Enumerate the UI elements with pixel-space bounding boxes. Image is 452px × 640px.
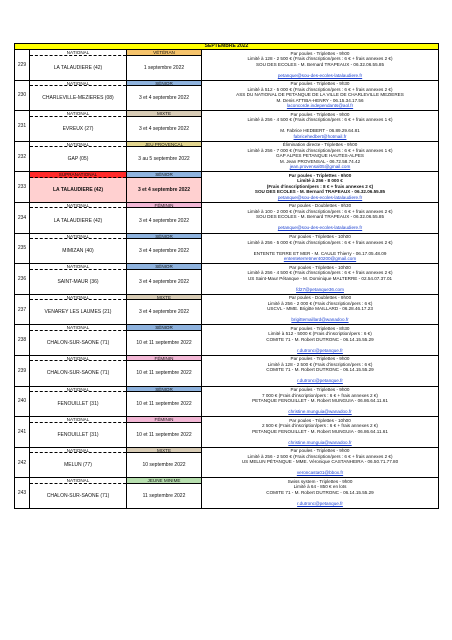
- contact-email-link[interactable]: laconcorde.independants@aol.fr: [286, 103, 354, 109]
- event-details: [202, 81, 438, 111]
- event-level: NATIONAL: [30, 448, 126, 454]
- event-row: [14, 142, 439, 173]
- month-header: SEPTEMBRE 2022: [14, 43, 439, 50]
- event-detail-line: Limité à 512 - 5 000 € (Frais d'inscription/pers : 6 € + frais annexes 2 €): [247, 86, 393, 92]
- event-detail-line: Limité à 128 - 2 500 € (Frais d'inscription/pers : 6 € + frais annexes 2 €): [247, 56, 393, 61]
- event-level: NATIONAL: [30, 111, 126, 117]
- event-detail-line: Limité à 100 - 2 000 € (Frais d'inscription/pers : 6 € + frais annexes 2 €): [247, 208, 393, 214]
- contact-email-link[interactable]: jean.provensal05@gmail.com: [289, 164, 351, 170]
- event-date-cell: [127, 142, 202, 172]
- event-number: 242: [15, 448, 30, 478]
- event-category: MIXTE: [127, 448, 201, 454]
- event-location-cell: [30, 295, 127, 325]
- event-detail-line: COMITE 71 - M. Robert DUTRONC - 06.14.15.55.29: [266, 336, 374, 342]
- event-city: FENOUILLET (31): [57, 431, 99, 438]
- event-date-cell: [127, 417, 202, 447]
- event-detail-line: 2 500 € (Frais d'inscription/pers : 6 € + frais annexes 2 €): [262, 423, 378, 429]
- event-category: SÉNIOR: [127, 81, 201, 87]
- event-row: [14, 111, 439, 142]
- event-details: [202, 387, 438, 417]
- event-category: FÉMININ: [127, 203, 201, 209]
- event-detail-line: (Frais d'inscription/pers : 8 € + frais annexes 2 €): [266, 183, 374, 189]
- event-detail-line: PETANQUE FENOUILLET - M. Robert MUNGUIA - 06.86.64.11.61: [252, 398, 388, 404]
- event-detail-line: SOU DES ECOLES - M. Bernard TRAPEAUX - 06.32.06.55.85: [255, 214, 385, 220]
- event-date: 10 et 11 septembre 2022: [136, 339, 192, 346]
- event-category: MIXTE: [127, 295, 201, 301]
- event-number: 241: [15, 417, 30, 447]
- event-number: 234: [15, 203, 30, 233]
- event-date-cell: [127, 50, 202, 80]
- event-rows: [14, 50, 439, 509]
- event-details: [202, 142, 438, 172]
- event-date: 11 septembre 2022: [142, 492, 186, 499]
- event-category: FÉMININ: [127, 417, 201, 423]
- event-date-cell: [127, 387, 202, 417]
- event-detail-line: Limité à 256 - 7 000 € (Frais d'inscription/pers : 6 € + frais annexes 1 €): [247, 147, 393, 153]
- contact-email-link[interactable]: r.dutronc@petanque.fr: [297, 347, 343, 353]
- event-level: NATIONAL: [30, 203, 126, 209]
- event-date: 3 et 4 septembre 2022: [138, 95, 190, 102]
- contact-email-link[interactable]: fd27@petanque36.com: [296, 286, 344, 292]
- event-row: [14, 234, 439, 265]
- event-level: NATIONAL: [30, 387, 126, 393]
- event-category: SÉNIOR: [127, 264, 201, 270]
- event-city: VENAREY LES LAUMES (21): [44, 309, 112, 316]
- event-details: [202, 295, 438, 325]
- event-date-cell: [127, 325, 202, 355]
- event-detail-line: Par poules - Triplettes - 9h00: [290, 448, 350, 454]
- event-city: GAP (05): [67, 156, 89, 163]
- event-location-cell: [30, 264, 127, 294]
- event-date-cell: [127, 172, 202, 202]
- event-row: [14, 50, 439, 81]
- event-detail-line: COMITE 71 - M. Robert DUTRONC - 06.14.15.55.29: [266, 489, 374, 495]
- event-detail-line: US Saint-Maur Pétanque - M. Dominique MALTERRE - 02.54.07.37.01: [247, 275, 393, 281]
- event-level: NATIONAL: [30, 356, 126, 362]
- event-city: CHARLEVILLE-MEZIERES (08): [42, 95, 114, 102]
- event-detail-line: PETANQUE FENOUILLET - M. Robert MUNGUIA - 06.86.64.11.61: [252, 428, 388, 434]
- event-number: 235: [15, 234, 30, 264]
- event-city: MIMIZAN (40): [62, 248, 94, 255]
- event-level: NATIONAL: [30, 234, 126, 240]
- event-category: JEU PROVENÇAL: [127, 142, 201, 148]
- event-city: CHALON-SUR-SAONE (71): [46, 492, 110, 499]
- event-number: 230: [15, 81, 30, 111]
- event-city: EVREUX (27): [62, 125, 94, 132]
- contact-email-link[interactable]: ententeterretmer40200@gmail.com: [283, 256, 357, 262]
- event-city: LA TALAUDIERE (42): [53, 186, 103, 193]
- event-location-cell: [30, 81, 127, 111]
- contact-email-link[interactable]: r.dutronc@petanque.fr: [297, 378, 343, 384]
- event-row: [14, 448, 439, 479]
- event-row: [14, 295, 439, 326]
- event-date: 10 et 11 septembre 2022: [136, 401, 192, 408]
- event-category: SÉNIOR: [127, 387, 201, 393]
- event-number: 236: [15, 264, 30, 294]
- event-number: 231: [15, 111, 30, 141]
- event-city: SAINT-MAUR (36): [57, 278, 99, 285]
- event-detail-line: 7 000 € (Frais d'inscription/pers : 6 € + frais annexes 2 €): [262, 392, 378, 398]
- event-number: 238: [15, 325, 30, 355]
- event-detail-line: Par poules - Triplettes - 10h00: [289, 264, 351, 270]
- event-date-cell: [127, 81, 202, 111]
- event-level: SUPRANATIONAL: [30, 172, 126, 178]
- event-detail-line: M. Fabrice HEDBERT - 06.89.29.64.81: [280, 128, 360, 134]
- event-details: [202, 111, 438, 141]
- event-level: NATIONAL: [30, 142, 126, 148]
- event-level: NATIONAL: [30, 325, 126, 331]
- event-category: SÉNIOR: [127, 172, 201, 178]
- event-date: 3 au 5 septembre 2022: [138, 156, 190, 163]
- event-date-cell: [127, 478, 202, 508]
- event-details: [202, 203, 438, 233]
- event-detail-line: Par poules - Triplettes - 8h30: [290, 325, 350, 331]
- event-date: 3 et 4 septembre 2022: [138, 217, 190, 224]
- event-number: 229: [15, 50, 30, 80]
- contact-email-link[interactable]: christine.munguia@wanadoo.fr: [288, 409, 352, 415]
- event-row: [14, 325, 439, 356]
- event-location-cell: [30, 50, 127, 80]
- contact-email-link[interactable]: christine.munguia@wanadoo.fr: [288, 439, 352, 445]
- event-category: FÉMININ: [127, 356, 201, 362]
- event-detail-line: Par poules - Doublettes - 9h30: [288, 203, 352, 209]
- calendar-sheet: [14, 43, 439, 509]
- event-city: FENOUILLET (31): [57, 401, 99, 408]
- event-location-cell: [30, 478, 127, 508]
- event-row: [14, 172, 439, 203]
- event-detail-line: Limité à 256 - 5 000 € (Frais d'inscription/pers : 6 € + frais annexes 2 €): [247, 239, 393, 245]
- event-details: [202, 50, 438, 80]
- event-city: CHALON-SUR-SAONE (71): [46, 370, 110, 377]
- event-detail-line: Limité à 256 - 4 500 € (Frais d'inscription/pers : 6 € + frais annexes 2 €): [247, 270, 393, 276]
- event-detail-line: Par poules - Triplettes - 10h00: [289, 417, 351, 423]
- event-details: [202, 264, 438, 294]
- event-date: 10 et 11 septembre 2022: [136, 431, 192, 438]
- event-detail-line: ENTENTE TERRE ET MER - M. CAULE Thierry - 06.17.05.48.09: [253, 250, 387, 256]
- event-details: [202, 448, 438, 478]
- event-detail-line: Limité à 256 - 2 000 € (Frais d'inscription/pers : 6 €): [267, 300, 373, 306]
- event-detail-line: Limité à 64 - 850 € en lots: [293, 484, 347, 490]
- event-date: 1 septembre 2022: [143, 64, 185, 71]
- event-level: NATIONAL: [30, 295, 126, 301]
- event-location-cell: [30, 142, 127, 172]
- event-detail-line: Par poules - Triplettes - 9h00: [290, 356, 350, 362]
- event-row: [14, 356, 439, 387]
- event-detail-line: Limité à 256 - 8 000 €: [297, 178, 343, 184]
- event-details: [202, 417, 438, 447]
- event-details: [202, 356, 438, 386]
- event-detail-line: Limité à 128 - 2 500 € (Frais d'inscription/pers : 6 €): [267, 361, 373, 367]
- event-row: [14, 387, 439, 418]
- event-number: 239: [15, 356, 30, 386]
- event-detail-line: M. Jean PROVENSAL - 06.72.58.74.42: [279, 158, 361, 164]
- event-level: NATIONAL: [30, 417, 126, 423]
- event-detail-line: Élimination directe - Triplettes - 9h00: [282, 142, 358, 148]
- event-detail-line: Par poules - Triplettes - 10h00: [289, 234, 351, 240]
- contact-email-link[interactable]: fabricehedbert@hotmail.fr: [293, 133, 347, 139]
- event-date: 10 et 11 septembre 2022: [136, 370, 192, 377]
- event-date: 3 et 4 septembre 2022: [138, 309, 190, 316]
- event-location-cell: [30, 325, 127, 355]
- event-date: 3 et 4 septembre 2022: [138, 248, 190, 255]
- event-category: MIXTE: [127, 111, 201, 117]
- event-detail-line: Par poules - Triplettes - 9h00: [290, 387, 350, 393]
- event-detail-line: SOU DES ECOLES - M. Bernard TRAPEAUX - 06.32.06.55.85: [255, 61, 385, 67]
- event-row: [14, 417, 439, 448]
- event-date-cell: [127, 234, 202, 264]
- contact-email-link[interactable]: petanque@sou-des-ecoles-latalaudiere.fr: [277, 225, 363, 231]
- event-location-cell: [30, 111, 127, 141]
- event-number: 232: [15, 142, 30, 172]
- contact-email-link[interactable]: petanque@sou-des-ecoles-latalaudiere.fr: [277, 72, 363, 78]
- event-details: [202, 234, 438, 264]
- event-date: 10 septembre 2022: [142, 462, 186, 469]
- event-number: 233: [15, 172, 30, 202]
- event-level: NATIONAL: [30, 81, 126, 87]
- event-details: [202, 172, 438, 202]
- event-detail-line: Limité à 512 - 5000 € (Frais d'inscription/pers : 6 €): [268, 331, 372, 337]
- event-details: [202, 478, 438, 508]
- event-detail-line: ASS DU NATIONAL DE PETANQUE DE LA VILLE DE CHARLEVILLE MEZIERES: [236, 92, 404, 98]
- event-date-cell: [127, 356, 202, 386]
- event-category: JEUNE MINIME: [127, 478, 201, 484]
- event-location-cell: [30, 203, 127, 233]
- event-date-cell: [127, 448, 202, 478]
- event-category: SÉNIOR: [127, 325, 201, 331]
- event-number: 237: [15, 295, 30, 325]
- event-detail-line: Par poules - Triplettes - 9h00: [290, 50, 350, 56]
- event-detail-line: USCVL - MME. Brigitte MAILLARD - 06.28.46.17.23: [267, 306, 373, 312]
- event-detail-line: Par poules - Triplettes - 9h00: [290, 111, 350, 117]
- event-date: 3 et 4 septembre 2022: [138, 125, 190, 132]
- event-detail-line: GAP ALPES PETANQUE HAUTES-ALPES: [276, 153, 364, 159]
- event-detail-line: US MELUN PÉTANQUE - MME. Véronique CASTANHEIRA - 06.50.71.77.80: [241, 459, 399, 465]
- event-city: LA TALAUDIERE (42): [53, 217, 103, 224]
- event-detail-line: Par poules - Triplettes - 9h00: [288, 172, 352, 178]
- event-level: NATIONAL: [30, 264, 126, 270]
- event-level: NATIONAL: [30, 478, 126, 484]
- event-category: SÉNIOR: [127, 234, 201, 240]
- event-location-cell: [30, 387, 127, 417]
- event-location-cell: [30, 172, 127, 202]
- event-city: CHALON-SUR-SAONE (71): [46, 339, 110, 346]
- event-date: 3 et 4 septembre 2022: [138, 186, 190, 193]
- event-level: NATIONAL: [30, 50, 126, 56]
- event-row: [14, 203, 439, 234]
- event-date: 3 et 4 septembre 2022: [138, 278, 190, 285]
- event-detail-line: Limité à 256 - 2 500 € (Frais d'inscription/pers : 6 € + frais annexes 2 €): [247, 453, 393, 459]
- event-date-cell: [127, 111, 202, 141]
- event-location-cell: [30, 356, 127, 386]
- event-row: [14, 478, 439, 509]
- event-location-cell: [30, 448, 127, 478]
- event-city: MELUN (77): [64, 462, 92, 469]
- contact-email-link[interactable]: r.dutronc@petanque.fr: [297, 500, 343, 506]
- contact-email-link[interactable]: veroncasta01@bbox.fr: [296, 470, 344, 476]
- event-detail-line: Swiss system - Triplettes - 9h00: [287, 478, 353, 484]
- event-detail-line: COMITE 71 - M. Robert DUTRONC - 06.14.15.55.29: [266, 367, 374, 373]
- event-city: LA TALAUDIERE (42): [53, 64, 103, 71]
- event-row: [14, 81, 439, 112]
- event-row: [14, 264, 439, 295]
- event-date-cell: [127, 264, 202, 294]
- event-detail-line: Par poules - Triplettes - 9h30: [290, 81, 350, 87]
- event-location-cell: [30, 234, 127, 264]
- event-detail-line: Par poules - Doublettes - 9h00: [288, 295, 352, 301]
- event-detail-line: M. Denis ATTIBA-HENRY - 06.15.34.17.56: [276, 97, 364, 103]
- contact-email-link[interactable]: petanque@sou-des-ecoles-latalaudiere.fr: [277, 194, 363, 200]
- event-number: 243: [15, 478, 30, 508]
- event-date-cell: [127, 295, 202, 325]
- event-category: VÉTÉRAN: [127, 50, 201, 56]
- event-detail-line: SOU DES ECOLES - M. Bernard TRAPEAUX - 06.32.06.55.85: [254, 189, 386, 195]
- event-location-cell: [30, 417, 127, 447]
- event-date-cell: [127, 203, 202, 233]
- contact-email-link[interactable]: brigittemaillard@wanadoo.fr: [291, 317, 349, 323]
- event-details: [202, 325, 438, 355]
- event-number: 240: [15, 387, 30, 417]
- event-detail-line: Limité à 256 - 4 500 € (Frais d'inscription/pers : 6 € + frais annexes 1 €): [247, 117, 393, 123]
